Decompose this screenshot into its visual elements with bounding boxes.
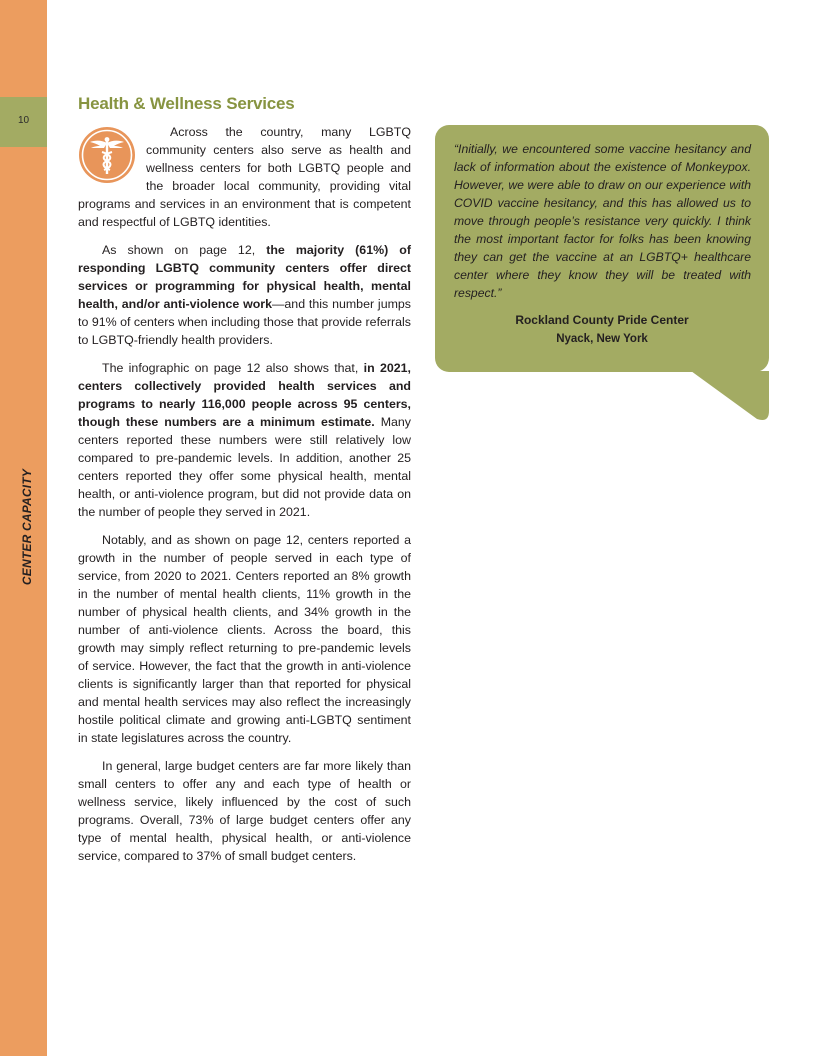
caduceus-icon <box>78 126 136 184</box>
paragraph-infographic <box>78 359 411 521</box>
quote-attribution-place: Nyack, New York <box>556 333 648 345</box>
paragraph-majority-a: As shown on page 12, <box>102 243 267 257</box>
paragraph-infographic-a: The infographic on page 12 also shows that, <box>102 361 364 375</box>
page-number: 10 <box>17 115 30 126</box>
quote-box-tail <box>691 371 769 423</box>
paragraph-intro-text: Across the country, many LGBTQ community centers also serve as health and wellness centers for both LGBTQ people and the broader local community, providing vital programs and services in an environment that is competent and respectful of LGBTQ identities. <box>78 125 411 229</box>
paragraph-budget: In general, large budget centers are far more likely than small centers to offer any and each type of health or wellness service, likely influenced by the cost of such programs. Overall, 73% of large budget centers offer any type of mental health, physical health, or anti-violence service, compared to 37% of small budget centers. <box>78 759 411 863</box>
quote-attribution-name: Rockland County Pride Center <box>515 313 689 327</box>
quote-text: “Initially, we encountered some vaccine hesitancy and lack of information about the existence of Monkeypox. However, we were able to draw on our experience with COVID vaccine hesitancy, and this has allowed us to move through people’s resistance very quickly. I think the most important factor for folks has been knowing they can get the vaccine at an LGBTQ+ healthcare center where they know they will be treated with respect.” <box>454 142 751 300</box>
article-title: Health & Wellness Services <box>78 94 295 113</box>
paragraph-growth: Notably, and as shown on page 12, centers reported a growth in the number of people served in each type of service, from 2020 to 2021. Centers reported an 8% growth in the number of mental health clients, 11% growth in the number of physical health clients, and 34% growth in the number of anti-violence clients. Across the board, this growth may simply reflect returning to pre-pandemic levels of service. However, the fact that the growth in anti-violence clients is significantly larger than that reported for physical and mental health services may also reflect the increasingly hostile political climate and growing anti-LGBTQ sentiment in state legislatures across the country. <box>78 533 411 745</box>
section-label: CENTER CAPACITY <box>20 468 34 586</box>
paragraph-majority <box>78 241 411 349</box>
paragraph-infographic-b: Many centers reported these numbers were still relatively low compared to pre-pandemic levels. In addition, another 25 centers reported they offer some physical health, mental health, or anti-violence program, but did not provide data on the number of people they served in 2021. <box>78 415 411 519</box>
article <box>78 94 411 875</box>
paragraph-infographic-bold: in 2021, centers collectively provided health services and programs to nearly 116,000 people across 95 centers, though these numbers are a minimum estimate. <box>78 361 411 429</box>
paragraph-majority-bold: the majority (61%) of responding LGBTQ community centers offer direct services or programming for physical health, mental health, and/or anti-violence work <box>78 243 411 311</box>
paragraph-majority-b: —and this number jumps to 91% of centers when including those that provide referrals to LGBTQ-friendly health providers. <box>78 297 411 347</box>
